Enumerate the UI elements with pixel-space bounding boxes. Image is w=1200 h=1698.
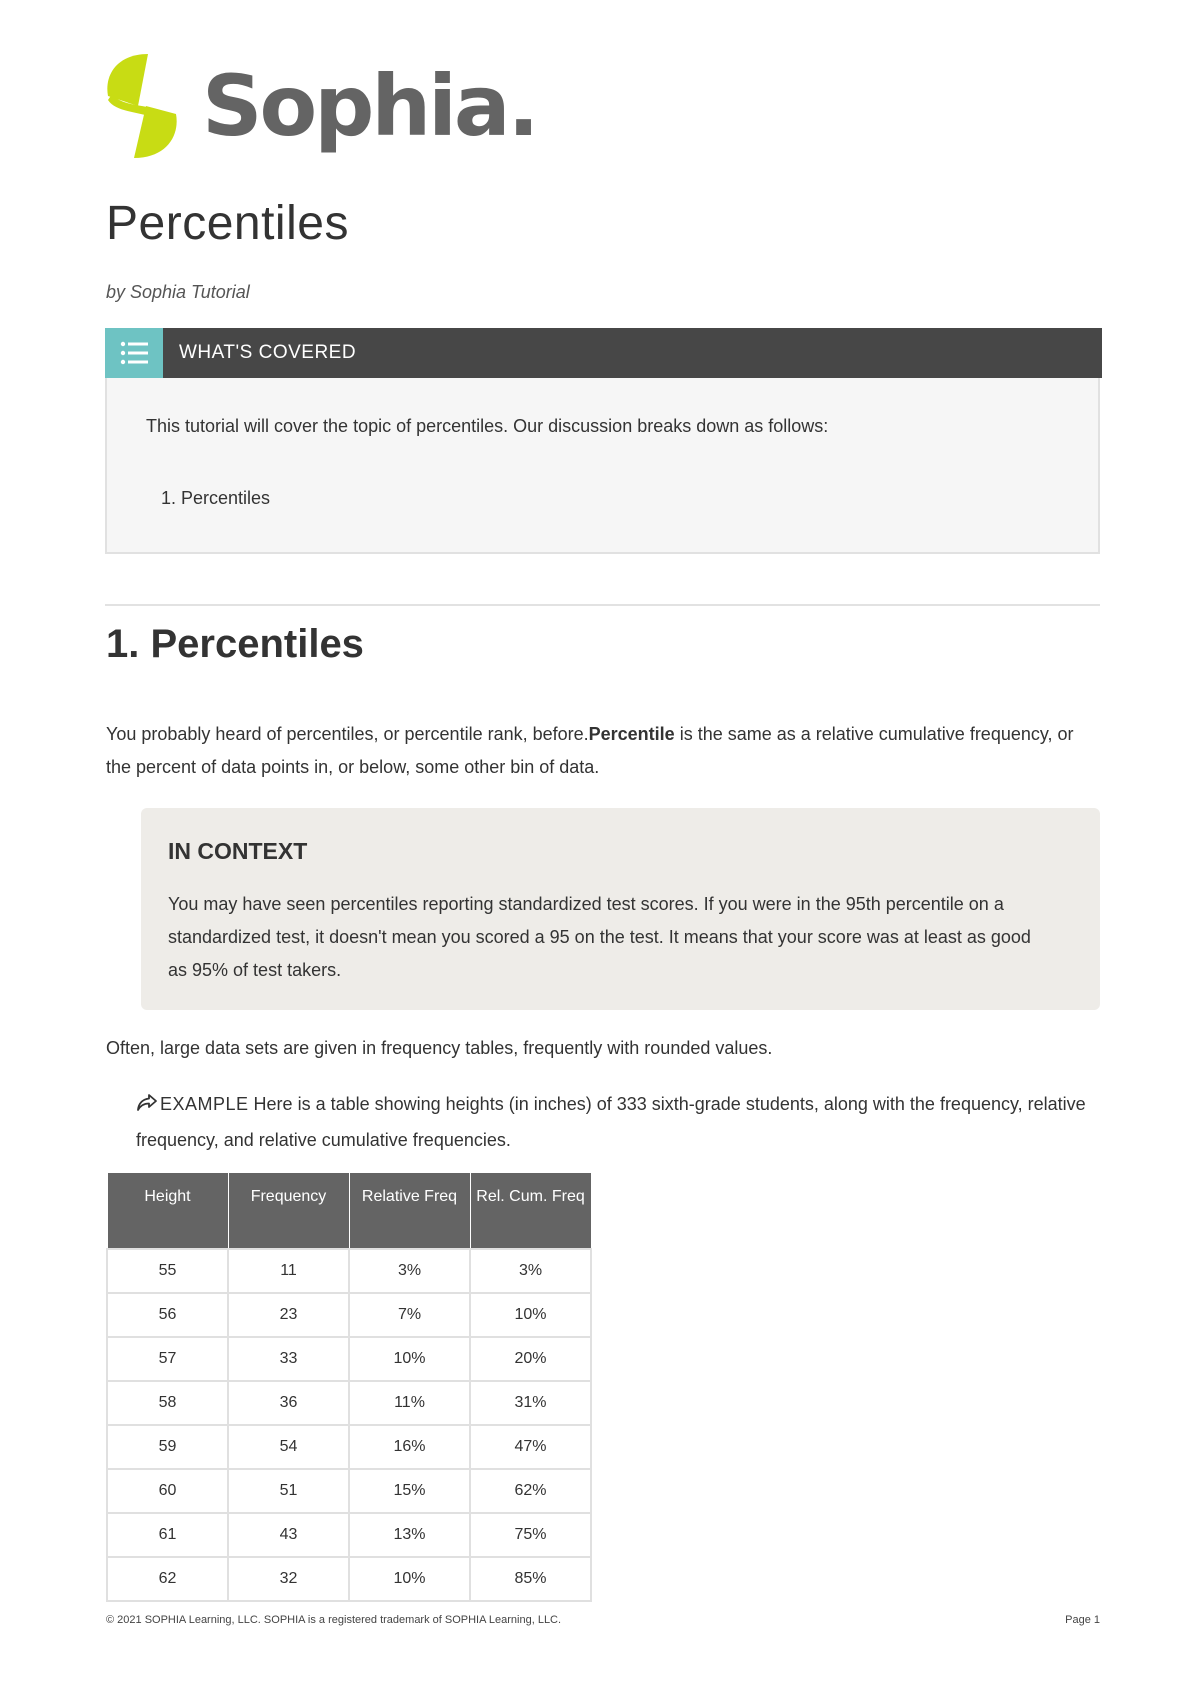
table-cell: 10% [349,1337,470,1381]
example-text: Here is a table showing heights (in inches) of 333 sixth-grade students, along with the frequency, relative frequency, and relative cumulative frequencies. [136,1094,1086,1150]
table-cell: 85% [470,1557,591,1601]
table-cell: 61 [107,1513,228,1557]
column-header-relative-freq: Relative Freq [349,1173,470,1249]
height-frequency-table [106,1172,592,1602]
table-cell: 3% [349,1249,470,1293]
table-cell: 10% [470,1293,591,1337]
table-cell: 60 [107,1469,228,1513]
whats-covered-box [105,328,1100,554]
footer-page-number: Page 1 [1065,1614,1100,1626]
table-row [107,1249,591,1293]
table-row [107,1425,591,1469]
table-cell: 57 [107,1337,228,1381]
table-cell: 47% [470,1425,591,1469]
intro-paragraph: You probably heard of percentiles, or percentile rank, before.Percentile is the same as a relative cumulative frequency, or the percent of data points in, or below, some other bin of data. [106,724,1074,777]
section-divider [105,604,1100,606]
table-cell: 62 [107,1557,228,1601]
table-cell: 20% [470,1337,591,1381]
whats-covered-intro: This tutorial will cover the topic of percentiles. Our discussion breaks down as follows: [146,416,829,436]
column-header-frequency: Frequency [228,1173,349,1249]
table-cell: 55 [107,1249,228,1293]
table-cell: 31% [470,1381,591,1425]
table-row [107,1557,591,1601]
share-arrow-icon [136,1091,158,1124]
column-header-rel-cum-freq: Rel. Cum. Freq [470,1173,591,1249]
table-cell: 11% [349,1381,470,1425]
table-cell: 15% [349,1469,470,1513]
table-row [107,1337,591,1381]
whats-covered-item: 1. Percentiles [161,488,271,508]
sophia-logo-mark-icon [104,54,180,158]
table-cell: 10% [349,1557,470,1601]
term-percentile: Percentile [588,724,675,744]
table-cell: 13% [349,1513,470,1557]
table-cell: 32 [228,1557,349,1601]
table-cell: 16% [349,1425,470,1469]
table-row [107,1381,591,1425]
sophia-logo [104,54,537,158]
in-context-box [141,808,1100,1010]
example-label: EXAMPLE [160,1094,249,1114]
table-row [107,1293,591,1337]
page-title: Percentiles [106,197,349,250]
table-cell: 36 [228,1381,349,1425]
whats-covered-title: WHAT'S COVERED [179,342,357,363]
footer-copyright: © 2021 SOPHIA Learning, LLC. SOPHIA is a registered trademark of SOPHIA Learning, LLC. [106,1614,562,1626]
table-cell: 3% [470,1249,591,1293]
whats-covered-header [105,328,1102,378]
column-header-height: Height [107,1173,228,1249]
table-cell: 62% [470,1469,591,1513]
table-cell: 56 [107,1293,228,1337]
list-icon [105,328,163,378]
table-cell: 59 [107,1425,228,1469]
example-block [136,1088,1096,1157]
table-cell: 75% [470,1513,591,1557]
table-row [107,1469,591,1513]
table-cell: 43 [228,1513,349,1557]
table-row [107,1513,591,1557]
sophia-wordmark: Sophia. [202,57,537,155]
table-cell: 51 [228,1469,349,1513]
frequency-table-paragraph: Often, large data sets are given in frequency tables, frequently with rounded values. [106,1038,773,1058]
in-context-text: You may have seen percentiles reporting standardized test scores. If you were in the 95th percentile on a standardized test, it doesn't mean you scored a 95 on the test. It means that your score was at least as good as 95% of test takers. [168,894,1031,980]
table-cell: 54 [228,1425,349,1469]
section-heading: 1. Percentiles [106,622,364,666]
table-cell: 58 [107,1381,228,1425]
table-header-row [107,1173,591,1249]
table-cell: 33 [228,1337,349,1381]
in-context-title: IN CONTEXT [168,838,308,864]
byline: by Sophia Tutorial [106,282,250,302]
table-cell: 23 [228,1293,349,1337]
table-cell: 11 [228,1249,349,1293]
table-cell: 7% [349,1293,470,1337]
